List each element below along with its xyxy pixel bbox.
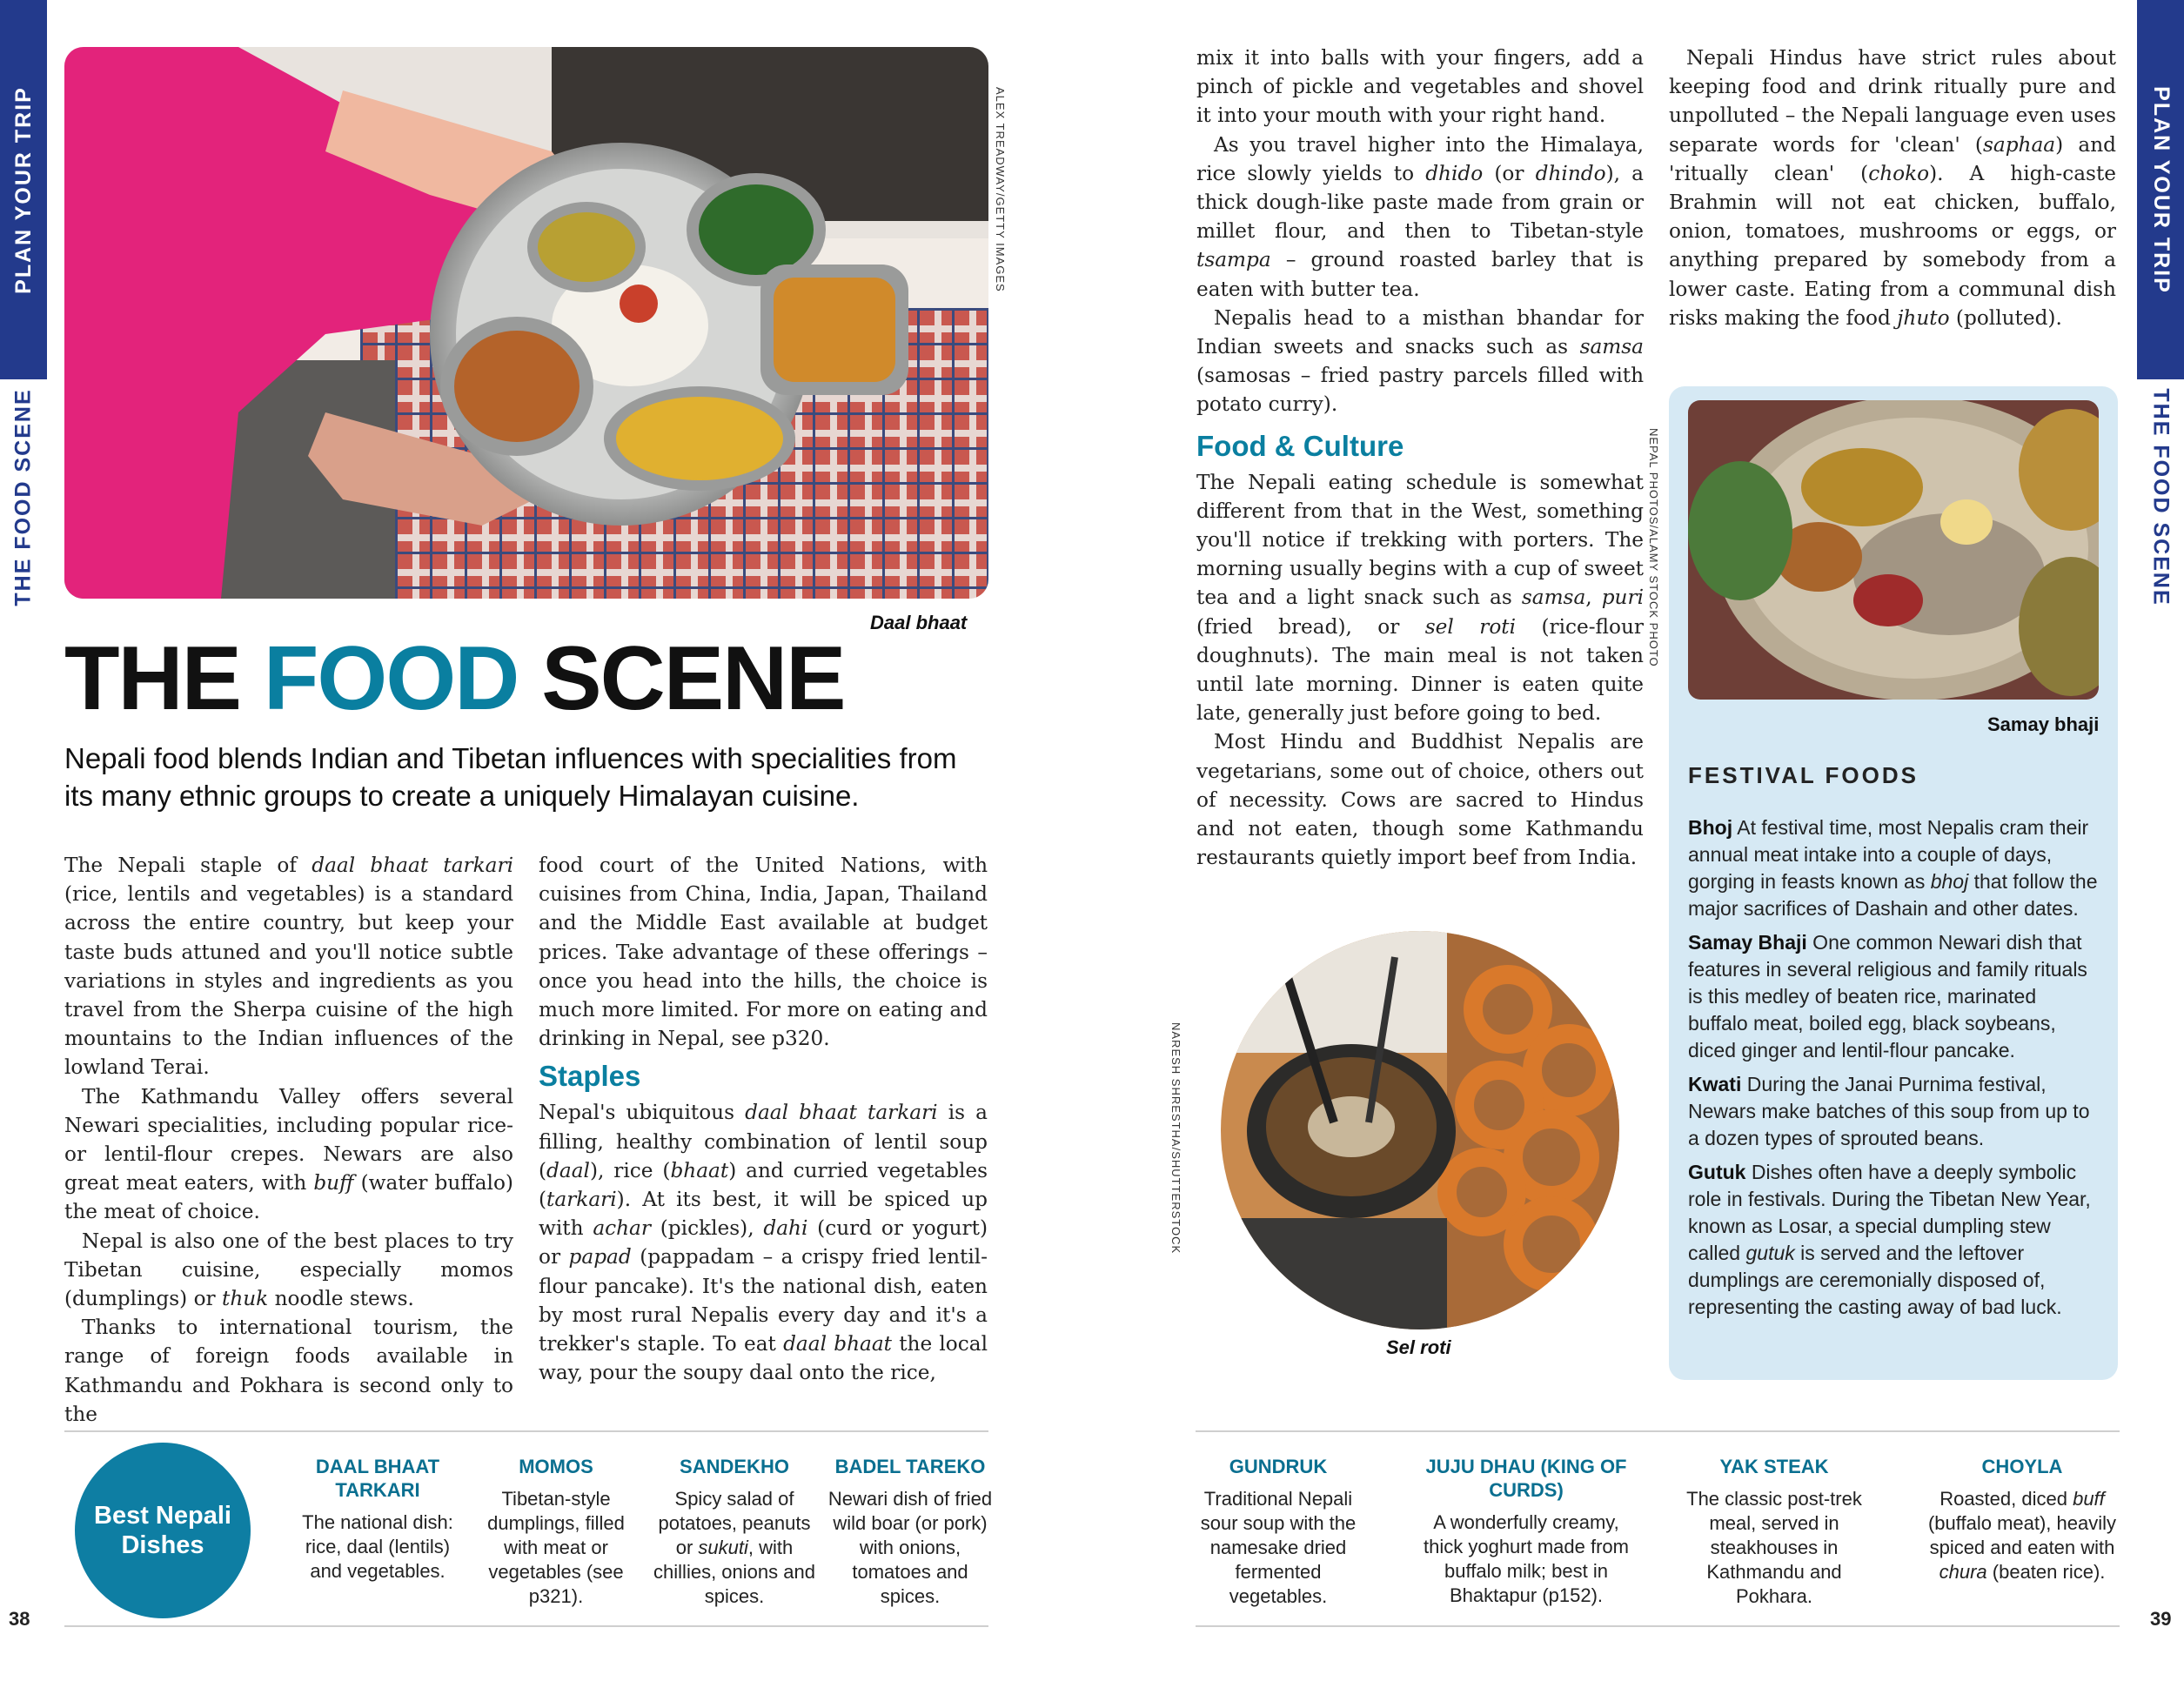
dish-sandekho: SANDEKHO Spicy salad of potatoes, peanuts or sukuti, with chillies, onions and spices. [653, 1456, 815, 1607]
body-column-2: food court of the United Nations, with cuisines from China, India, Japan, Thailand and the Middle East available at budget prices. Take advantage of these offerings – once you head into the hills, the choice is much more limited. For more on eating and drinking in Nepal, see p320. Staples Nepal's ubiquitous daal bhaat tarkari is a filling, healthy combination of lentil soup (daal), rice (bhaat) and curried vegetables (tarkari). At its best, it will be spiced up with achar (pickles), dahi (curd or yogurt) or papad (pappadam – a crispy fried lentil-flour pancake). It's the national dish, eaten by most rural Nepalis every day and it's a trekker's staple. To eat daal bhaat the local way, pour the soupy daal onto the rice, [539, 854, 988, 1385]
festival-item-gutuk: Gutuk Dishes often have a deeply symbolic role in festivals. During the Tibetan New Year, known as Losar, a special dumpling stew called gutuk is served and the leftover dumplings are ceremonially disposed of, representing the casting away of bad luck. [1688, 1161, 2091, 1318]
daal-bhaat-photo [64, 47, 988, 599]
dish-daal-bhaat-tarkari: DAAL BHAAT TARKARI The national dish: rice, daal (lentils) and vegetables. [302, 1456, 453, 1582]
side-tab-plan-your-trip-left[interactable]: PLAN YOUR TRIP [0, 0, 47, 379]
caption-daal-bhaat: Daal bhaat [870, 612, 968, 633]
divider-bottom-right [1196, 1625, 2120, 1627]
samay-bhaji-photo [1688, 400, 2099, 700]
body-column-3: mix it into balls with your fingers, add a pinch of pickle and vegetables and shovel it into your mouth with your right hand. As you travel higher into the Himalaya, rice slowly yields to dhido (or dhindo), a thick dough-like paste made from grain or millet flour, and then to Tibetan-style tsampa – ground roasted barley that is eaten with butter tea. Nepalis head to a misthan bhandar for Indian sweets and snacks such as samsa (samosas – fried pastry parcels filled with potato curry). Food & Culture The Nepali eating schedule is somewhat different from that in the West, something you'll notice if trekking with porters. The morning usually begins with a cup of sweet tea and a light snack such as samsa, puri (fried bread), or sel roti (rice-flour doughnuts). The main meal is not taken until late morning. Dinner is eaten quite late, generally just before going to bed. Most Hindu and Buddhist Nepalis are vegetarians, some out of choice, others out of necessity. Cows are sacred to Hindus and not eaten, though some Kathmandu restaurants quietly import beef from India. [1196, 46, 1644, 870]
side-label-food-scene-right: THE FOOD SCENE [2148, 387, 2174, 606]
best-dishes-badge: Best Nepali Dishes [75, 1443, 251, 1618]
page-title: THE FOOD SCENE [64, 628, 845, 729]
dish-juju-dhau: JUJU DHAU (KING OF CURDS) A wonderfully creamy, thick yoghurt made from buffalo milk; best in Bhaktapur (p152). [1424, 1456, 1629, 1606]
divider-bottom-left [64, 1625, 988, 1627]
dish-gundruk: GUNDRUK Traditional Nepali sour soup with the namesake dried fermented vegetables. [1200, 1456, 1357, 1607]
body-column-4: Nepali Hindus have strict rules about keeping food and drink ritually pure and unpolluted – the Nepali language even uses separate words for 'clean' (saphaa) and 'ritually clean' (choko). A high-caste Brahmin will not eat chicken, buffalo, onion, tomatoes, mushrooms or eggs, or anything prepared by somebody from a lower caste. Eating from a communal dish risks making the food jhuto (polluted). [1669, 46, 2116, 330]
page-number-left: 38 [9, 1608, 30, 1630]
photo-credit-samay-bhaji: NEPAL PHOTOS/ALAMY STOCK PHOTO [1647, 428, 1660, 667]
dish-yak-steak: YAK STEAK The classic post-trek meal, served in steakhouses in Kathmandu and Pokhara. [1686, 1456, 1862, 1607]
caption-samay-bhaji: Samay bhaji [1987, 713, 2100, 735]
divider-top-left [64, 1430, 988, 1432]
standfirst: Nepali food blends Indian and Tibetan influences with specialities from its many ethnic groups to create a uniquely Himalayan cuisine. [64, 742, 957, 812]
dish-choyla: CHOYLA Roasted, diced buff (buffalo meat), heavily spiced and eaten with chura (beaten rice). [1927, 1456, 2117, 1583]
dish-momos: MOMOS Tibetan-style dumplings, filled with meat or vegetables (see p321). [487, 1456, 625, 1607]
side-label-food-scene-left: THE FOOD SCENE [10, 387, 36, 606]
festival-foods-list [1688, 814, 2100, 1328]
photo-credit-daal-bhaat: ALEX TREADWAY/GETTY IMAGES [994, 87, 1007, 292]
subhead-staples: Staples [539, 1060, 641, 1093]
body-column-1: The Nepali staple of daal bhaat tarkari (rice, lentils and vegetables) is a standard across the entire country, but keep your taste buds attuned and you'll notice subtle variations in styles and ingredients as you travel from the Sherpa cuisine of the high mountains to the Indian influences of the lowland Terai. The Kathmandu Valley offers several Newari specialities, including popular rice- or lentil-flour crepes. Newars are also great meat eaters, with buff (water buffalo) the meat of choice. Nepal is also one of the best places to try Tibetan cuisine, especially momos (dumplings) or thuk noodle stews. Thanks to international tourism, the range of foreign foods available in Kathmandu and Pokhara is second only to the [64, 854, 513, 1426]
side-tab-plan-your-trip-right[interactable]: PLAN YOUR TRIP [2137, 0, 2184, 379]
page-number-right: 39 [2150, 1608, 2172, 1630]
divider-top-right [1196, 1430, 2120, 1432]
festival-item-samay-bhaji: Samay Bhaji One common Newari dish that features in several religious and family rituals is this medley of beaten rice, marinated buffalo meat, boiled egg, black soybeans, diced ginger and lentil-flour pancake. [1688, 931, 2087, 1062]
festival-item-bhoj: Bhoj At festival time, most Nepalis cram their annual meat intake into a couple of days, gorging in feasts known as bhoj that follow the major sacrifices of Dashain and other dates. [1688, 816, 2098, 920]
sel-roti-photo [1221, 931, 1619, 1329]
caption-sel-roti: Sel roti [1386, 1336, 1451, 1358]
photo-credit-sel-roti: NARESH SHRESTHA/SHUTTERSTOCK [1169, 1022, 1182, 1255]
dish-badel-tareko: BADEL TAREKO Newari dish of fried wild boar (or pork) with onions, tomatoes and spices. [827, 1456, 993, 1607]
festival-foods-title: FESTIVAL FOODS [1688, 762, 1919, 788]
festival-item-kwati: Kwati During the Janai Purnima festival, Newars make batches of this soup from up to a dozen types of sprouted beans. [1688, 1073, 2090, 1149]
subhead-food-culture: Food & Culture [1196, 429, 1404, 462]
